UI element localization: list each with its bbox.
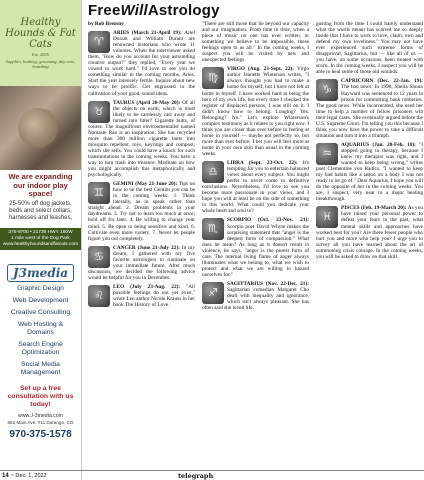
horoscope-entry [316,78,423,138]
horoscope-text: Scorpio poet David Whyte makes the surprising statement that "anger is the deepest form of compassion." What does he mean? As long as it doesn't result in violence, he says, "anger is the purest form of care. The internal living flame of anger always illuminates what we belong to, what we wish to protect and what we are willing to hazard ourselves for." [202,223,309,278]
zodiac-sign-heading: SAGITTARIUS (Nov. 22-Dec. 21): [227,280,309,287]
j3-phone: 970-375-1578 [9,429,72,440]
pet-store-web[interactable]: www.healthyhoundsandfatcats.com [2,241,79,247]
horoscope-entry [88,100,195,179]
horoscope-text: Virgo author Jeanette Winterson writes, "I always thought you had to make a home for myself, but I have not felt at home in myself. I have worked hard at being the hero of my own life, but every time I checked the register of displaced persons, I was still on it. I didn't know how to belong. Longing? Yes. Belonging? No." Let's explore Winterson's complex testimony as it relates to you right now. I think you are closer than ever before to feeling at home in yourself — maybe not perfectly so, but more than ever before. I bet you will feel more at home in your own skin than usual in the coming weeks. [202,66,309,157]
article-columns [88,21,424,314]
cat-icon [18,108,58,148]
horoscope-entry [202,281,309,311]
column-1 [88,21,195,314]
pet-store-directions: 1 mile west of the Dog Park [11,235,70,241]
column-1-entries [88,30,195,308]
horoscope-entry [202,66,309,157]
publication-name: telegraph [178,471,214,480]
zodiac-sign-heading: AQUARIUS (Jan. 20-Feb. 18): [341,141,420,148]
horoscope-text: The bad news: In 1998, Sheila Shoun Hayward was sentenced to 12 years in prison for committing bank robberies. The good news: While incarcerated, she used her time to help a number of fellow prisoners win their legal cases. She eventually argued before the U.S. Supreme Court. I'm telling you this because I think you now have the power to take a difficult situation and turn it into a triumph. [316,84,423,139]
pet-store-est: Est. 2005 [31,52,49,57]
page-number: 14 [2,472,9,479]
title-free: Free [88,2,121,19]
zodiac-sign-heading: CAPRICORN (Dec. 22-Jan. 19): [341,78,423,85]
zodiac-sign-heading: SCORPIO (Oct. 23-Nov. 21): [227,217,309,224]
horoscope-text: It's tempting for you to entertain balanced views about every subject. You might prefer to never come to definitive conclusions. Nevertheless, I'd love to see you become more passionate in your views, and I hope you will at least be on the side of something in this world. What could you dedicate your whole heart and soul to? [202,160,309,215]
horoscope-text: "All possible feelings do not yet exist," wrote Leo author Nicole Krauss in her book The History of Love. [113,283,195,309]
issue-date: ~ Dec. 1, 2022 [10,472,47,479]
zodiac-icon: ♌ [88,285,110,307]
j3-service: Creative Consulting [10,309,71,316]
zodiac-sign-heading: LIBRA (Sept. 23-Oct. 22): [227,160,303,167]
horoscope-entry [88,245,195,281]
zodiac-sign-heading: CANCER (June 21-July 22): [113,244,182,251]
byline: by Rob Brezsny [88,21,124,27]
pet-photo [0,86,81,170]
zodiac-sign-heading: ARIES (March 21-April 19): [113,30,185,37]
astrology-article [88,0,424,470]
column-2 [202,21,309,314]
horoscope-entry [88,181,195,241]
zodiac-sign-heading: GEMINI (May 21-June 20): [113,181,179,188]
j3-address: 862 Main Ave. #11 Durango, CO [7,420,74,425]
zodiac-icon: ♊ [88,182,110,204]
horoscope-entry [88,30,195,97]
j3-service: Social Media Management [20,361,61,376]
horoscope-text: As you have raised your personal power to defeat your fears in the past, what mental skills and approaches have worked best for you? Are there fewer people who hurt you and more who help you? I urge you to survey all you have learned about the art of summoning crisis courage. In the coming weeks, you will be asked to draw on that skill. [316,205,423,260]
j3-service: Search Engine Optimization [18,341,63,356]
horoscope-entry [202,160,309,214]
horoscope-text: Sagittarian comedian Margaret Cho dealt with inequality and ignorance, which isn't always pleasant. She has often said she loved life. [202,286,309,312]
title-will: Will [120,2,148,19]
zodiac-icon: ♏ [202,218,224,240]
zodiac-sign-heading: VIRGO (Aug. 23-Sept. 22): [227,66,298,73]
horoscope-text: Tips on how to be the best Gemini you can be in the coming weeks: 1. Think laterally, as in speak rather than straight ahead. 2. Dream problems in your daydreams. 3. Try not to learn too much at once; hold off for later. 4. Be willing to change your mind. 5. Be open to being sensitive and kind. 6. Cultivate even more variety. 7. Never let people figure you out completely. [88,181,195,242]
zodiac-icon: ♋ [88,246,110,268]
column-3 [316,21,423,314]
pet-store-ad[interactable] [0,0,82,258]
horoscope-entry [316,21,423,75]
horoscope-text: In my dream, I gathered with my five favorite astrologers to ruminate on your immediate future. After much discussion, we decided the following advice would be helpful for you in December. [88,244,195,281]
zodiac-sign-heading: TAURUS (April 20-May 20): [113,99,183,106]
zodiac-icon: ♍ [202,67,224,89]
pet-store-contact [0,228,81,250]
j3-cta: Set up a free consultation with us today! [7,385,74,408]
pet-store-tagline: Supplies, bathing, grooming, day care, boarding [5,59,76,69]
j3-service: Graphic Design [17,285,64,292]
horoscope-text: "I stopped going to therapy, because I knew my therapist was right, and I wanted to keep being wrong," writes poet Clementine von Radics. "I wanted to keep my bad habits like a tattoo on a body I was not ready to let go of." Dear Aquarius, I hope you will do the opposite of her in the coming weeks. You are, I suspect, very near to a major healing breakthrough. [316,141,423,203]
horoscope-entry [316,142,423,202]
horoscope-text: Of all the objects on earth, which is most likely to be carelessly cast away and turned into litter? Cigarette butts, of course. The magnificent environmentalist named Namaste Rao is an inspiration. She has recycled more than 300 million cigarette butts into mosquito repellent, toys, keyrings and compost, which she sells. You could have a knack for such transmutations in the coming weeks. You have a way to turn trash into treasure. Meditate on how you might accomplish this metaphorically and psychologically. [88,99,195,179]
pet-store-logo [0,0,81,86]
zodiac-icon: ♓ [316,206,338,228]
j3media-ad[interactable] [0,258,82,480]
horoscope-entry [88,284,195,308]
j3-service: Web Hosting & Domains [17,321,64,336]
title-astrology: Astrology [147,2,220,19]
pet-store-headline: We are expanding our indoor play space! [8,172,73,198]
horoscope-text: gusting from the time I could barely understand what the words meant has scarred me so deeply inside that I have to work to love, claim, own and defend my own loveliness." You may not have ever experienced such extreme forms of disapproval, Sagittarius, but — like all of us — you have, on some occasions, been treated with scorn. In the coming weeks, I suspect you will be able to heal some of those old wounds. [316,21,423,76]
zodiac-sign-heading: PISCES (Feb. 19-March 20): [341,205,408,212]
horoscope-entry [202,21,309,63]
zodiac-icon: ♑ [316,79,338,101]
zodiac-icon: ♉ [88,101,110,123]
sidebar-ads [0,0,82,480]
horoscope-text: Ariel Durant and William Durant are renowned historians who wrote 11 volumes. When the interviewer asked them, "How do you account for your astounding creative output?" they replied, "Every year we vowed to work hard." I'd love to see you do something similar in the coming months, Aries. Start the year intensely fertile. Inquire about new ways to be prolific. Get engrossed in the cultivation of your good, sound ideas. [88,30,195,97]
zodiac-icon: ♐ [202,282,224,304]
pet-store-brand: Healthy Hounds & Fat Cats [5,17,76,50]
horoscope-entry [202,217,309,277]
page-footer [0,470,424,480]
j3-service: Web Development [12,297,69,304]
j3-site-link[interactable]: www.J-3media.com [18,413,63,419]
j3media-logo: J3media [7,264,74,282]
horoscope-entry [316,205,423,259]
zodiac-icon: ♎ [202,161,224,183]
horoscope-text: "There are still those that lie beyond our capacity and our imagination. From time to time, when a piece of music no one has ever written, or something we believe to be impossible, these feelings open to us all." In the coming weeks, I suspect you will be visited by new and unexpected feelings. [202,21,309,64]
article-title [88,2,424,19]
pet-store-offer: 25-50% off dog jackets, beds and select collars, harnesses and leashes. [8,200,73,221]
zodiac-icon: ♒ [316,143,338,165]
zodiac-sign-heading: LEO (July 23-Aug. 22): [113,283,187,290]
pet-store-phone: 375-9700 • 21738 HWY 160W [8,229,73,235]
zodiac-icon: ♈ [88,31,110,53]
